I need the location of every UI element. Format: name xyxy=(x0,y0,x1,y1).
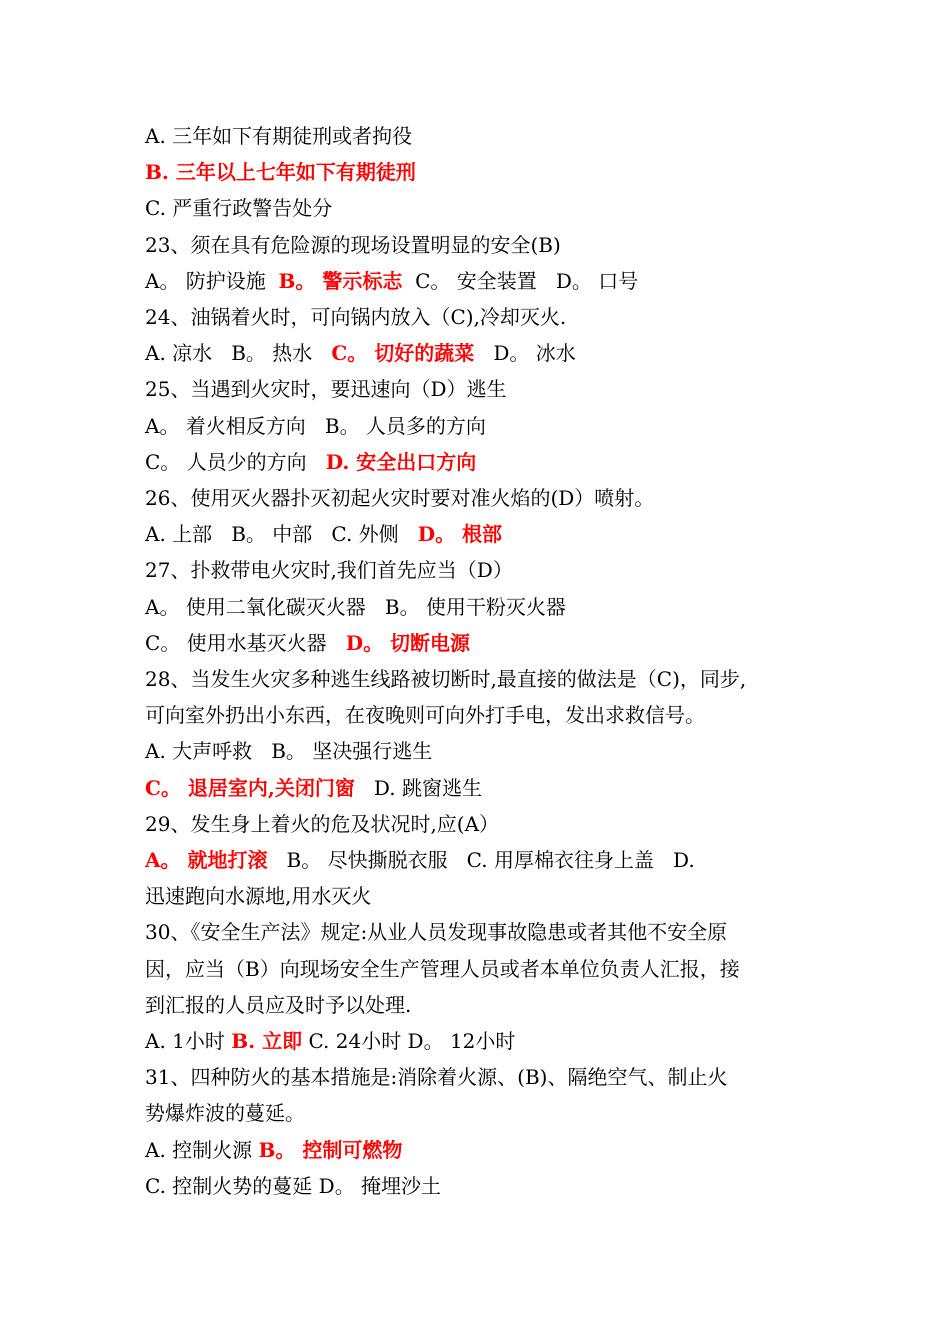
text-line xyxy=(145,770,820,806)
line-text: A。 使用二氧化碳灭火器 B。 使用干粉灭火器 xyxy=(145,594,566,619)
line-text: A. 凉水 B。 热水 xyxy=(145,341,332,366)
correct-answer-text: C。 退居室内,关闭门窗 xyxy=(145,775,355,800)
text-line xyxy=(145,842,820,878)
line-text: A. 1小时 xyxy=(145,1029,232,1053)
text-line xyxy=(145,371,820,407)
text-line xyxy=(145,1095,820,1131)
text-line xyxy=(145,118,820,154)
line-text: 势爆炸波的蔓延。 xyxy=(145,1101,305,1126)
correct-answer-text: D. 安全出口方向 xyxy=(325,449,477,474)
line-text: 23、须在具有危险源的现场设置明显的安全(B) xyxy=(145,232,561,257)
line-text: B。 尽快撕脱衣服 C. 用厚棉衣往身上盖 D. xyxy=(267,848,695,872)
line-text: C. 控制火势的蔓延 D。 掩埋沙土 xyxy=(145,1173,442,1198)
line-text: 31、四种防火的基本措施是:消除着火源、(B)、隔绝空气、制止火 xyxy=(145,1065,728,1090)
text-line xyxy=(145,733,820,769)
line-text: A. 大声呼救 B。 坚决强行逃生 xyxy=(145,739,433,764)
line-text: C。 安全装置 D。 口号 xyxy=(402,268,639,293)
line-text: 25、当遇到火灾时，要迅速向（D）逃生 xyxy=(145,377,507,402)
text-line xyxy=(145,335,820,371)
text-line xyxy=(145,480,820,516)
line-text: D. 跳窗逃生 xyxy=(354,775,482,800)
correct-answer-text: A。 就地打滚 xyxy=(145,848,268,872)
line-text: C。 使用水基灭火器 xyxy=(145,630,346,655)
text-line xyxy=(145,806,820,842)
correct-answer-text: B. 三年以上七年如下有期徒刑 xyxy=(145,160,416,185)
text-line xyxy=(145,408,820,444)
text-line xyxy=(145,444,820,480)
correct-answer-text: D。 根部 xyxy=(417,522,503,547)
line-text: C。 人员少的方向 xyxy=(145,449,326,474)
text-line xyxy=(145,697,820,733)
text-line xyxy=(145,516,820,552)
text-line xyxy=(145,1168,820,1204)
line-text: A. 控制火源 xyxy=(145,1137,259,1162)
line-text: 29、发生身上着火的危及状况时,应(A） xyxy=(145,811,500,836)
line-text: A。 着火相反方向 B。 人员多的方向 xyxy=(145,413,486,438)
line-text: C. 24小时 D。 12小时 xyxy=(302,1029,516,1053)
text-line xyxy=(145,154,820,190)
text-line xyxy=(145,951,820,987)
line-text: D。 冰水 xyxy=(474,341,576,366)
line-text: 26、使用灭火器扑灭初起火灾时要对准火焰的(D）喷射。 xyxy=(145,486,655,510)
text-line xyxy=(145,987,820,1023)
correct-answer-text: C。 切好的蔬菜 xyxy=(331,341,475,366)
correct-answer-text: B。 控制可燃物 xyxy=(258,1137,403,1162)
correct-answer-text: B。 警示标志 xyxy=(278,268,403,293)
line-text: 到汇报的人员应及时予以处理. xyxy=(145,992,412,1017)
text-line xyxy=(145,914,820,950)
text-line xyxy=(145,589,820,625)
text-line xyxy=(145,625,820,661)
text-line xyxy=(145,878,820,914)
line-text: A. 上部 B。 中部 C. 外侧 xyxy=(145,522,418,547)
line-text: A. 三年如下有期徒刑或者拘役 xyxy=(145,124,413,148)
text-line xyxy=(145,1132,820,1168)
text-line xyxy=(145,263,820,299)
line-text: 27、扑救带电火灾时,我们首先应当（D） xyxy=(145,558,513,583)
correct-answer-text: D。 切断电源 xyxy=(345,630,471,655)
text-line xyxy=(145,1059,820,1095)
line-text: 30、《安全生产法》规定:从业人员发现事故隐患或者其他不安全原 xyxy=(145,920,728,945)
text-line xyxy=(145,661,820,697)
line-text: C. 严重行政警告处分 xyxy=(145,196,333,221)
line-text: 24、油锅着火时，可向锅内放入（C),冷却灭火. xyxy=(145,305,567,329)
text-line xyxy=(145,227,820,263)
text-line xyxy=(145,190,820,226)
text-line xyxy=(145,1023,820,1059)
line-text: 因，应当（B）向现场安全生产管理人员或者本单位负责人汇报，接 xyxy=(145,956,740,981)
line-text: A。 防护设施 xyxy=(145,268,279,293)
text-line xyxy=(145,552,820,588)
line-text: 可向室外扔出小东西，在夜晚则可向外打手电，发出求救信号。 xyxy=(145,703,705,728)
correct-answer-text: B. 立即 xyxy=(231,1029,303,1053)
text-line xyxy=(145,299,820,335)
line-text: 迅速跑向水源地,用水灭火 xyxy=(145,884,372,909)
line-text: 28、当发生火灾多种逃生线路被切断时,最直接的做法是（C)，同步, xyxy=(145,667,747,691)
